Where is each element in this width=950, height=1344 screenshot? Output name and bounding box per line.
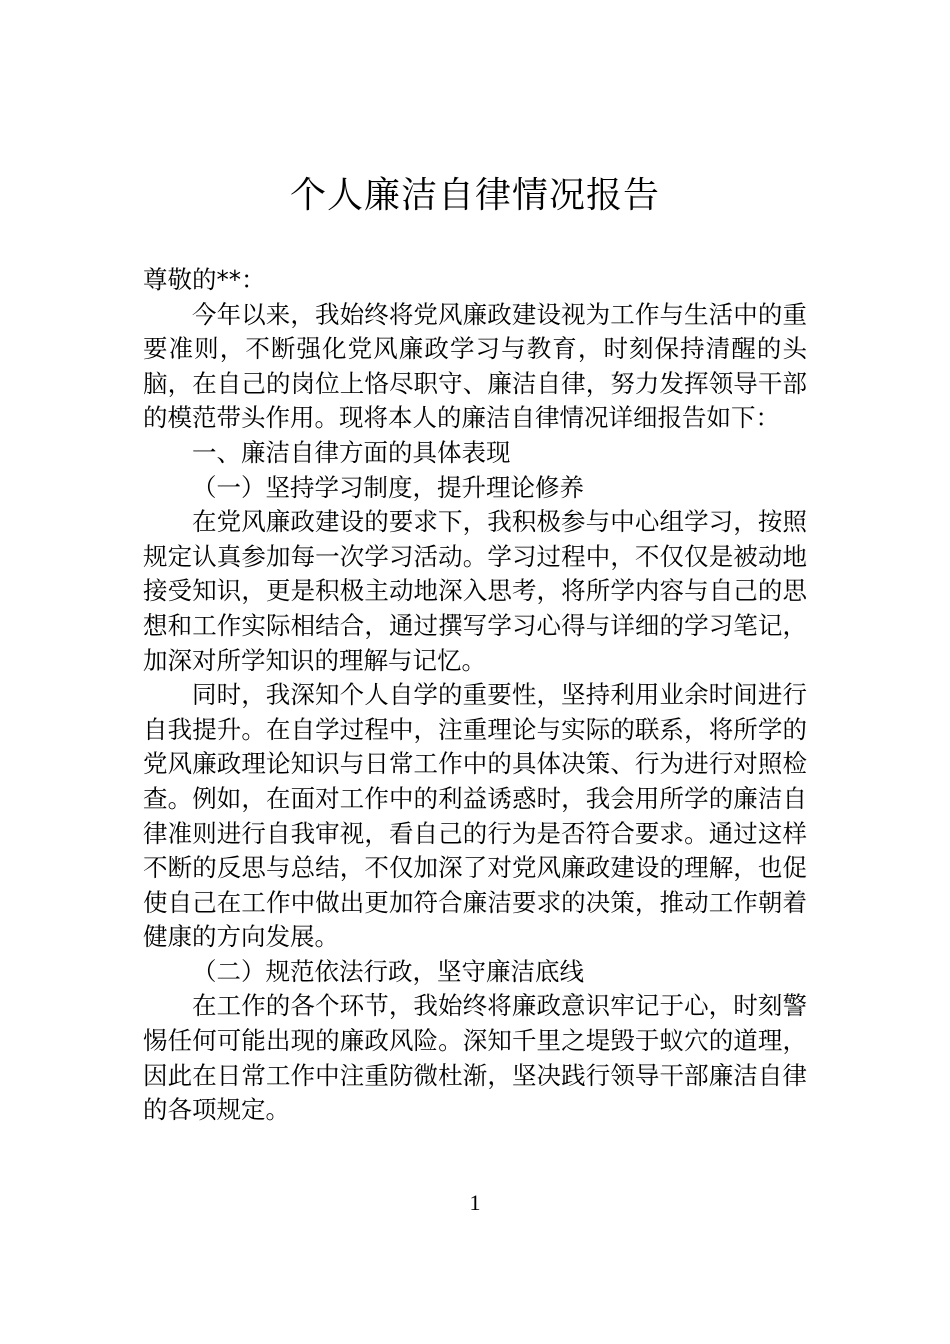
page-number: 1 (469, 1190, 481, 1215)
body-paragraph-1: 在党风廉政建设的要求下，我积极参与中心组学习，按照规定认真参加每一次学习活动。学习过程中，不仅仅是被动地接受知识，更是积极主动地深入思考，将所学内容与自己的思想和工作实际相结合，通过撰写学习心得与详细的学习笔记，加深对所学知识的理解与记忆。 (143, 507, 807, 675)
document-title: 个人廉洁自律情况报告 (289, 175, 660, 216)
document-body (143, 263, 807, 1128)
subsection-heading-2: （二）规范依法行政，坚守廉洁底线 (192, 956, 584, 986)
salutation: 尊敬的**： (143, 265, 266, 294)
body-paragraph-2: 同时，我深知个人自学的重要性，坚持利用业余时间进行自我提升。在自学过程中，注重理论与实际的联系，将所学的党风廉政理论知识与日常工作中的具体决策、行为进行对照检查。例如，在面对工作中的利益诱惑时，我会用所学的廉洁自律准则进行自我审视，看自己的行为是否符合要求。通过这样不断的反思与总结，不仅加深了对党风廉政建设的理解，也促使自己在工作中做出更加符合廉洁要求的决策，推动工作朝着健康的方向发展。 (143, 680, 807, 952)
intro-paragraph: 今年以来，我始终将党风廉政建设视为工作与生活中的重要准则，不断强化党风廉政学习与教育，时刻保持清醒的头脑，在自己的岗位上恪尽职守、廉洁自律，努力发挥领导干部的模范带头作用。现将本人的廉洁自律情况详细报告如下： (143, 299, 807, 433)
section-heading: 一、廉洁自律方面的具体表现 (192, 437, 511, 467)
subsection-heading-1: （一）坚持学习制度，提升理论修养 (192, 472, 584, 502)
body-paragraph-3: 在工作的各个环节，我始终将廉政意识牢记于心，时刻警惕任何可能出现的廉政风险。深知千里之堤毁于蚁穴的道理，因此在日常工作中注重防微杜渐，坚决践行领导干部廉洁自律的各项规定。 (143, 991, 807, 1125)
